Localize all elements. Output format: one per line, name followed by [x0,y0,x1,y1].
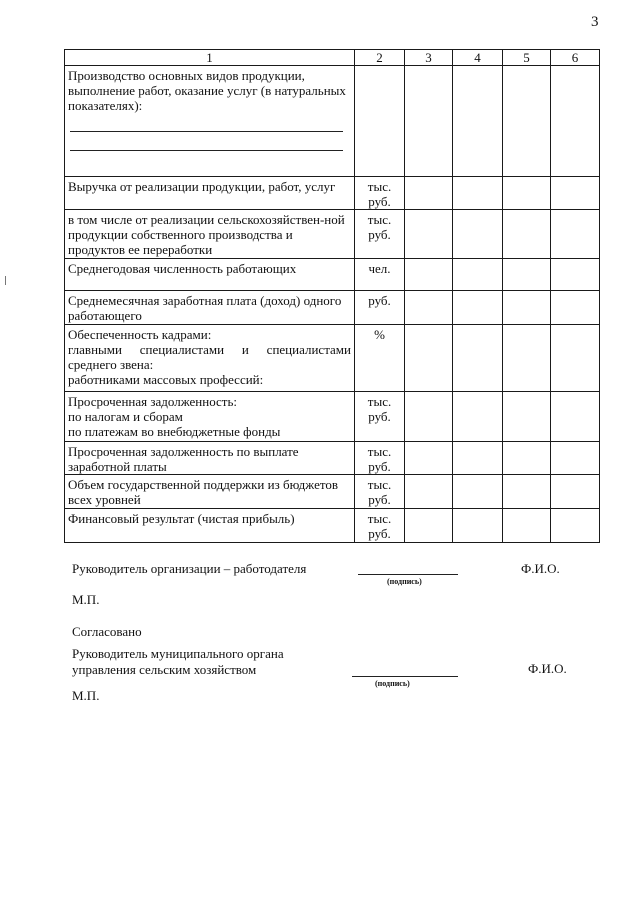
value-cell-col-6[interactable] [551,259,600,291]
value-cell-col-6[interactable] [551,442,600,475]
employer-fio-label: Ф.И.О. [521,561,560,576]
column-header-1: 1 [65,50,355,66]
value-cell-col-4[interactable] [453,325,503,392]
indicators-table [64,49,600,543]
value-cell-col-5[interactable] [503,259,551,291]
value-cell-col-4[interactable] [453,475,503,509]
table-row [65,259,600,291]
value-cell-col-6[interactable] [551,392,600,442]
value-cell-col-3[interactable] [405,509,453,543]
indicator-cell [65,392,355,442]
value-cell-col-4[interactable] [453,177,503,210]
indicator-text: Обеспеченность кадрами: [68,327,212,342]
table-row [65,66,600,177]
municipal-signature-line [352,676,458,677]
unit-cell [355,442,405,475]
column-header-5: 5 [503,50,551,66]
header-row [65,50,600,66]
unit-text: руб. [368,492,391,507]
value-cell-col-5[interactable] [503,325,551,392]
value-cell-col-5[interactable] [503,392,551,442]
value-cell-col-3[interactable] [405,442,453,475]
indicator-cell [65,475,355,509]
value-cell-col-6[interactable] [551,509,600,543]
unit-cell [355,66,405,177]
unit-text: руб. [368,194,391,209]
value-cell-col-6[interactable] [551,291,600,325]
value-cell-col-4[interactable] [453,291,503,325]
value-cell-col-6[interactable] [551,325,600,392]
column-header-2: 2 [355,50,405,66]
value-cell-col-5[interactable] [503,210,551,259]
unit-text: руб. [368,293,391,308]
municipal-signature-caption: (подпись) [375,679,410,688]
indicator-text: Финансовый результат (чистая прибыль) [68,511,295,526]
indicator-cell [65,210,355,259]
value-cell-col-4[interactable] [453,442,503,475]
value-cell-col-4[interactable] [453,509,503,543]
indicator-cell [65,509,355,543]
page-number: 3 [591,14,599,30]
indicator-cell [65,325,355,392]
unit-text: тыс. [367,212,392,227]
value-cell-col-3[interactable] [405,392,453,442]
table-row [65,177,600,210]
value-cell-col-3[interactable] [405,177,453,210]
indicator-text: Производство основных видов продукции, выполнение работ, оказание услуг (в натуральных показателях): [68,68,346,113]
unit-text: руб. [368,526,391,541]
municipal-head-label-line1: Руководитель муниципального органа [72,646,284,661]
value-cell-col-6[interactable] [551,66,600,177]
table-row [65,392,600,442]
table-row [65,442,600,475]
column-header-4: 4 [453,50,503,66]
value-cell-col-5[interactable] [503,442,551,475]
indicator-cell [65,177,355,210]
indicator-text: главными специалистами и специалистами среднего звена: [68,342,351,372]
unit-cell [355,259,405,291]
value-cell-col-4[interactable] [453,392,503,442]
unit-text: тыс. [367,477,392,492]
indicator-text: в том числе от реализации сельскохозяйствен-ной продукции собственного производства и продуктов ее переработки [68,212,345,257]
value-cell-col-5[interactable] [503,291,551,325]
unit-cell [355,325,405,392]
indicator-text: по налогам и сборам [68,409,183,424]
indicator-text: Выручка от реализации продукции, работ, услуг [68,179,336,194]
value-cell-col-6[interactable] [551,475,600,509]
unit-text: % [374,327,385,342]
value-cell-col-6[interactable] [551,210,600,259]
municipal-head-label-line2: управления сельским хозяйством [72,662,257,677]
unit-text: тыс. [367,444,392,459]
unit-text: тыс. [367,394,392,409]
value-cell-col-3[interactable] [405,210,453,259]
indicator-text: Объем государственной поддержки из бюджетов всех уровней [68,477,338,507]
value-cell-col-3[interactable] [405,475,453,509]
scan-mark [5,276,6,285]
table-row [65,291,600,325]
unit-cell [355,392,405,442]
indicator-cell [65,442,355,475]
value-cell-col-5[interactable] [503,66,551,177]
value-cell-col-3[interactable] [405,291,453,325]
unit-text: руб. [368,459,391,474]
column-header-3: 3 [405,50,453,66]
value-cell-col-5[interactable] [503,475,551,509]
indicator-cell [65,66,355,177]
employer-head-label: Руководитель организации – работодателя [72,561,307,576]
unit-cell [355,475,405,509]
indicator-cell [65,259,355,291]
value-cell-col-3[interactable] [405,66,453,177]
value-cell-col-3[interactable] [405,325,453,392]
employer-signature-caption: (подпись) [387,577,422,586]
value-cell-col-4[interactable] [453,210,503,259]
unit-text: тыс. [367,511,392,526]
table-row [65,475,600,509]
value-cell-col-3[interactable] [405,259,453,291]
unit-cell [355,177,405,210]
value-cell-col-4[interactable] [453,259,503,291]
unit-text: тыс. [367,179,392,194]
municipal-seal-label: М.П. [72,688,100,703]
blank-fill-line [70,132,343,151]
blank-fill-line [70,113,343,132]
indicator-text: Просроченная задолженность по выплате заработной платы [68,444,299,474]
municipal-fio-label: Ф.И.О. [528,661,567,676]
unit-cell [355,210,405,259]
table-row [65,210,600,259]
value-cell-col-4[interactable] [453,66,503,177]
column-header-6: 6 [551,50,600,66]
indicator-text: работниками массовых профессий: [68,372,264,387]
indicators-table-wrap [64,49,600,543]
value-cell-col-5[interactable] [503,509,551,543]
unit-text: руб. [368,227,391,242]
table-row [65,325,600,392]
indicator-text: по платежам во внебюджетные фонды [68,424,281,439]
unit-cell [355,509,405,543]
agreed-label: Согласовано [72,624,142,639]
employer-signature-line [358,574,458,575]
indicator-text: Среднемесячная заработная плата (доход) одного работающего [68,293,342,323]
value-cell-col-5[interactable] [503,177,551,210]
unit-cell [355,291,405,325]
indicator-text: Просроченная задолженность: [68,394,238,409]
indicator-text: Среднегодовая численность работающих [68,261,297,276]
employer-seal-label: М.П. [72,592,100,607]
unit-text: чел. [368,261,391,276]
unit-text: руб. [368,409,391,424]
value-cell-col-6[interactable] [551,177,600,210]
indicator-cell [65,291,355,325]
table-row [65,509,600,543]
